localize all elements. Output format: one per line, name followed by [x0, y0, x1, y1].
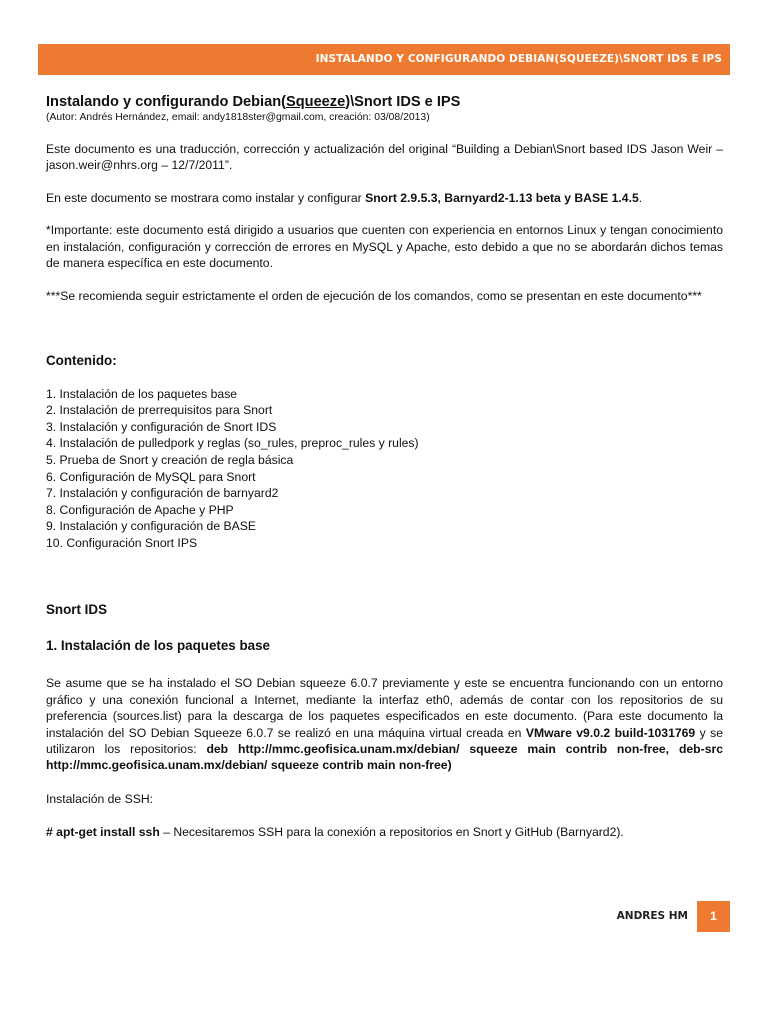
repository-lines: deb http://mmc.geofisica.unam.mx/debian/ squeeze main contrib non-free, deb-src http://mmc.geofisica.unam.mx/debian/ squeeze contrib main non-free): [46, 741, 723, 773]
scope-text-pre: En este documento se mostrara como instalar y configurar: [46, 190, 366, 205]
toc-item: 1. Instalación de los paquetes base: [46, 386, 238, 401]
toc-item: 7. Instalación y configuración de barnyard2: [46, 486, 279, 501]
contents-heading: Contenido:: [46, 352, 117, 368]
title-part-2: )\Snort IDS e IPS: [345, 94, 461, 110]
page-number: 1: [710, 909, 717, 923]
important-note: *Importante: este documento está dirigido a usuarios que cuenten con experiencia en entornos Linux y tengan conocimiento en instalación, configuración y corrección de errores en MySQL y Apache, esto debido a que no se abordarán dichos temas de manera específica en este documento.: [46, 223, 723, 271]
ssh-install-label: Instalación de SSH:: [46, 791, 154, 806]
toc-item: 6. Configuración de MySQL para Snort: [46, 469, 256, 484]
toc-item: 4. Instalación de pulledpork y reglas (so_rules, preproc_rules y rules): [46, 436, 419, 451]
base-install-text: Se asume que se ha instalado el SO Debian squeeze 6.0.7 previamente y este se encuentra funcionando con un entorno gráfico y una conexión funcional a Internet, mediante la interfaz eth0, además de contar con los repositorios de su preferencia (sources.list) para la descarga de los paquetes especificados en este documento. (Para este documento la instalación del SO Debian Squeeze 6.0.7 se realizó en una máquina virtual creada en: [46, 676, 723, 740]
intro-paragraph: Este documento es una traducción, corrección y actualización del original “Building a Debian\Snort based IDS Jason Weir – jason.weir@nhrs.org – 12/7/2011”.: [46, 142, 723, 173]
toc-item: 5. Prueba de Snort y creación de regla básica: [46, 453, 294, 468]
toc-item: 8. Configuración de Apache y PHP: [46, 502, 234, 517]
recommendation-note: ***Se recomienda seguir estrictamente el orden de ejecución de los comandos, como se presentan en este documento***: [46, 289, 702, 304]
scope-text-post: .: [638, 190, 643, 205]
page-number-badge: [697, 901, 730, 932]
toc-item: 10. Configuración Snort IPS: [46, 535, 198, 550]
scope-paragraph: [46, 190, 723, 206]
running-header-title: INSTALANDO Y CONFIGURANDO DEBIAN(SQUEEZE)\SNORT IDS E IPS: [315, 53, 722, 65]
document-title: [46, 94, 723, 111]
ssh-command: # apt-get install ssh: [46, 825, 160, 840]
toc-item: 3. Instalación y configuración de Snort IDS: [46, 419, 277, 434]
ssh-command-description: – Necesitaremos SSH para la conexión a repositorios en Snort y GitHub (Barnyard2).: [159, 825, 624, 840]
footer-author: ANDRES HM: [616, 910, 688, 922]
scope-versions: Snort 2.9.5.3, Barnyard2-1.13 beta y BASE 1.4.5: [365, 190, 639, 205]
toc-item: 9. Instalación y configuración de BASE: [46, 519, 257, 534]
base-install-mid: y se utilizaron los repositorios:: [46, 725, 723, 756]
section-1-heading: 1. Instalación de los paquetes base: [46, 638, 270, 654]
page-header-band: [38, 44, 730, 75]
document-body: [46, 94, 723, 841]
vmware-version: VMware v9.0.2 build-1031769: [525, 725, 696, 740]
title-part-1: Instalando y configurando Debian(: [46, 94, 286, 110]
table-of-contents: [46, 386, 723, 551]
title-underlined-word: Squeeze: [286, 94, 346, 110]
ssh-command-line: [46, 824, 723, 840]
base-install-paragraph: [46, 675, 723, 773]
toc-item: 2. Instalación de prerrequisitos para Snort: [46, 403, 273, 418]
snort-ids-heading: Snort IDS: [46, 602, 108, 618]
author-line: (Autor: Andrés Hernández, email: andy1818ster@gmail.com, creación: 03/08/2013): [46, 112, 430, 123]
